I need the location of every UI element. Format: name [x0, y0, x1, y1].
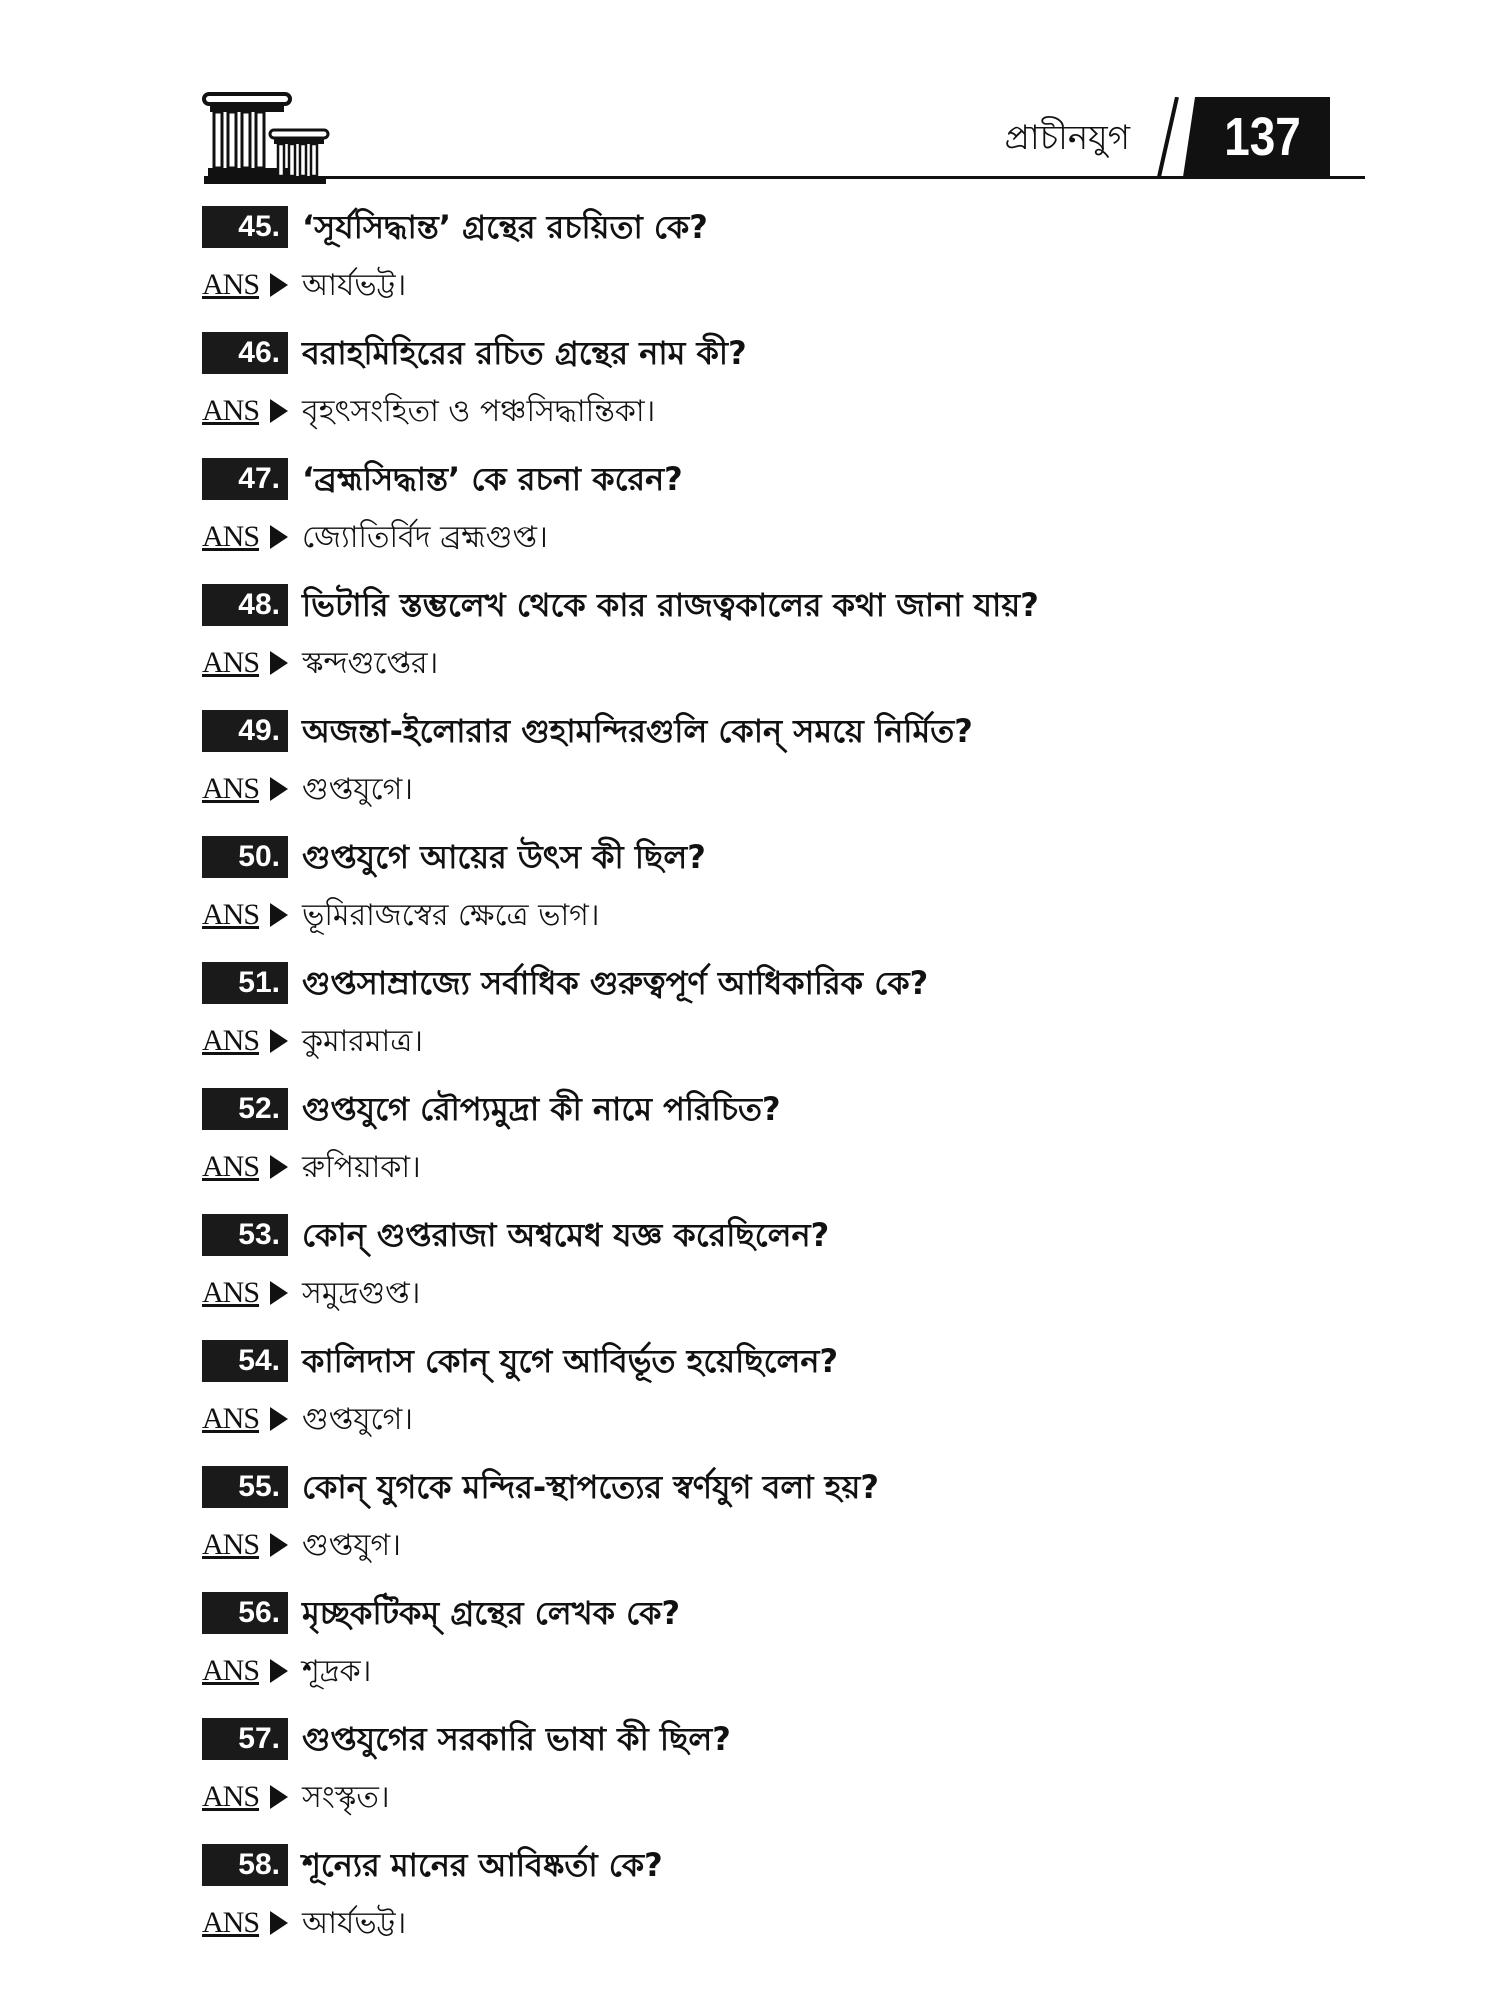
arrow-right-icon [270, 1281, 288, 1305]
qa-item [200, 706, 1330, 832]
ans-label: ANS [202, 772, 260, 805]
answer-row [200, 1396, 1330, 1444]
question-row [200, 1084, 1330, 1134]
qa-item [200, 958, 1330, 1084]
qa-item [200, 1588, 1330, 1714]
arrow-right-icon [270, 525, 288, 549]
qa-item [200, 1210, 1330, 1336]
answer-row [200, 514, 1330, 562]
arrow-right-icon [270, 777, 288, 801]
answer-text: আর্যভট্ট। [302, 1906, 407, 1941]
question-row [200, 202, 1330, 252]
answer-row [200, 892, 1330, 940]
answer-row [200, 1522, 1330, 1570]
qa-item [200, 1084, 1330, 1210]
page-number: 137 [1224, 107, 1301, 167]
qa-item [200, 454, 1330, 580]
question-text: মৃচ্ছকটিকম্ গ্রন্থের লেখক কে? [302, 1594, 681, 1632]
question-text: গুপ্তযুগের সরকারি ভাষা কী ছিল? [302, 1720, 731, 1758]
answer-text: গুপ্তযুগে। [302, 772, 413, 807]
arrow-right-icon [270, 1155, 288, 1179]
arrow-right-icon [270, 1911, 288, 1935]
answer-row [200, 388, 1330, 436]
arrow-right-icon [270, 1659, 288, 1683]
ans-badge [200, 1902, 294, 1948]
answer-row [200, 1648, 1330, 1696]
answer-text: কুমারমাত্র। [302, 1024, 423, 1059]
answer-text: সমুদ্রগুপ্ত। [302, 1276, 421, 1311]
ans-badge [200, 264, 294, 310]
qa-item [200, 1714, 1330, 1840]
ans-label: ANS [202, 1402, 260, 1435]
question-text: গুপ্তসাম্রাজ্যে সর্বাধিক গুরুত্বপূর্ণ আধিকারিক কে? [302, 964, 929, 1002]
answer-text: আর্যভট্ট। [302, 268, 407, 303]
qa-item [200, 832, 1330, 958]
answer-text: রুপিয়াকা। [302, 1150, 421, 1185]
qa-item [200, 1840, 1330, 1966]
question-number-badge: 50. [202, 836, 288, 878]
ans-label: ANS [202, 1276, 260, 1309]
question-text: বরাহমিহিরের রচিত গ্রন্থের নাম কী? [302, 334, 747, 372]
question-text: অজন্তা-ইলোরার গুহামন্দিরগুলি কোন্ সময়ে নির্মিত? [302, 712, 973, 750]
ans-label: ANS [202, 1780, 260, 1813]
qa-item [200, 1336, 1330, 1462]
answer-text: ভূমিরাজস্বের ক্ষেত্রে ভাগ। [302, 898, 600, 933]
arrow-right-icon [270, 651, 288, 675]
ans-label: ANS [202, 898, 260, 931]
ans-label: ANS [202, 1528, 260, 1561]
answer-text: গুপ্তযুগে। [302, 1402, 413, 1437]
question-row [200, 1588, 1330, 1638]
question-row [200, 580, 1330, 630]
answer-text: বৃহৎসংহিতা ও পঞ্চসিদ্ধান্তিকা। [302, 394, 656, 429]
answer-row [200, 1018, 1330, 1066]
answer-row [200, 640, 1330, 688]
question-row [200, 1336, 1330, 1386]
answer-row [200, 1270, 1330, 1318]
ans-badge [200, 1020, 294, 1066]
question-text: কোন্ যুগকে মন্দির-স্থাপত্যের স্বর্ণযুগ বলা হয়? [302, 1468, 879, 1506]
question-number-badge: 53. [202, 1214, 288, 1256]
qa-item [200, 580, 1330, 706]
arrow-right-icon [270, 1785, 288, 1809]
qa-item [200, 202, 1330, 328]
arrow-right-icon [270, 1533, 288, 1557]
ans-label: ANS [202, 1654, 260, 1687]
question-text: কোন্ গুপ্তরাজা অশ্বমেধ যজ্ঞ করেছিলেন? [302, 1216, 830, 1254]
question-row [200, 832, 1330, 882]
question-row [200, 1210, 1330, 1260]
ans-badge [200, 390, 294, 436]
question-number-badge: 46. [202, 332, 288, 374]
question-text: ভিটারি স্তম্ভলেখ থেকে কার রাজত্বকালের কথা জানা যায়? [302, 586, 1039, 624]
ans-badge [200, 894, 294, 940]
ans-label: ANS [202, 646, 260, 679]
question-number-badge: 48. [202, 584, 288, 626]
ans-label: ANS [202, 1906, 260, 1939]
ans-label: ANS [202, 394, 260, 427]
question-number-badge: 56. [202, 1592, 288, 1634]
question-row [200, 1462, 1330, 1512]
question-row [200, 706, 1330, 756]
question-text: গুপ্তযুগে আয়ের উৎস কী ছিল? [302, 838, 706, 876]
pillar-icon [200, 92, 340, 192]
question-number-badge: 51. [202, 962, 288, 1004]
question-row [200, 958, 1330, 1008]
question-row [200, 328, 1330, 378]
ans-label: ANS [202, 268, 260, 301]
answer-row [200, 766, 1330, 814]
ans-badge [200, 1272, 294, 1318]
page-number-box [1155, 97, 1330, 177]
answer-row [200, 1144, 1330, 1192]
question-row [200, 1840, 1330, 1890]
ans-badge [200, 1524, 294, 1570]
ans-badge [200, 1650, 294, 1696]
question-number-badge: 58. [202, 1844, 288, 1886]
arrow-right-icon [270, 903, 288, 927]
arrow-right-icon [270, 1407, 288, 1431]
question-text: শূন্যের মানের আবিষ্কর্তা কে? [302, 1846, 663, 1884]
question-number-badge: 45. [202, 206, 288, 248]
answer-text: শূদ্রক। [302, 1654, 372, 1689]
answer-row [200, 1900, 1330, 1948]
arrow-right-icon [270, 399, 288, 423]
ans-badge [200, 1398, 294, 1444]
question-number-badge: 57. [202, 1718, 288, 1760]
question-number-badge: 54. [202, 1340, 288, 1382]
ans-badge [200, 1776, 294, 1822]
ans-label: ANS [202, 1150, 260, 1183]
answer-text: স্কন্দগুপ্তের। [302, 646, 439, 681]
answer-text: গুপ্তযুগ। [302, 1528, 401, 1563]
question-text: গুপ্তযুগে রৌপ্যমুদ্রা কী নামে পরিচিত? [302, 1090, 781, 1128]
question-row [200, 1714, 1330, 1764]
question-text: কালিদাস কোন্ যুগে আবির্ভূত হয়েছিলেন? [302, 1342, 839, 1380]
ans-badge [200, 1146, 294, 1192]
question-row [200, 454, 1330, 504]
answer-row [200, 1774, 1330, 1822]
ans-badge [200, 768, 294, 814]
arrow-right-icon [270, 1029, 288, 1053]
qa-list [200, 202, 1330, 1966]
answer-text: জ্যোতির্বিদ ব্রহ্মগুপ্ত। [302, 520, 548, 555]
question-number-badge: 52. [202, 1088, 288, 1130]
question-number-badge: 47. [202, 458, 288, 500]
ans-badge [200, 642, 294, 688]
answer-row [200, 262, 1330, 310]
question-number-badge: 49. [202, 710, 288, 752]
ans-badge [200, 516, 294, 562]
arrow-right-icon [270, 273, 288, 297]
question-number-badge: 55. [202, 1466, 288, 1508]
qa-item [200, 328, 1330, 454]
page-header [200, 92, 1330, 192]
chapter-title: প্রাচীনযুগ [1004, 118, 1130, 158]
ans-label: ANS [202, 520, 260, 553]
question-text: ‘ব্রহ্মসিদ্ধান্ত’ কে রচনা করেন? [302, 460, 683, 498]
qa-item [200, 1462, 1330, 1588]
ans-label: ANS [202, 1024, 260, 1057]
question-text: ‘সূর্যসিদ্ধান্ত’ গ্রন্থের রচয়িতা কে? [302, 208, 708, 246]
answer-text: সংস্কৃত। [302, 1780, 390, 1815]
